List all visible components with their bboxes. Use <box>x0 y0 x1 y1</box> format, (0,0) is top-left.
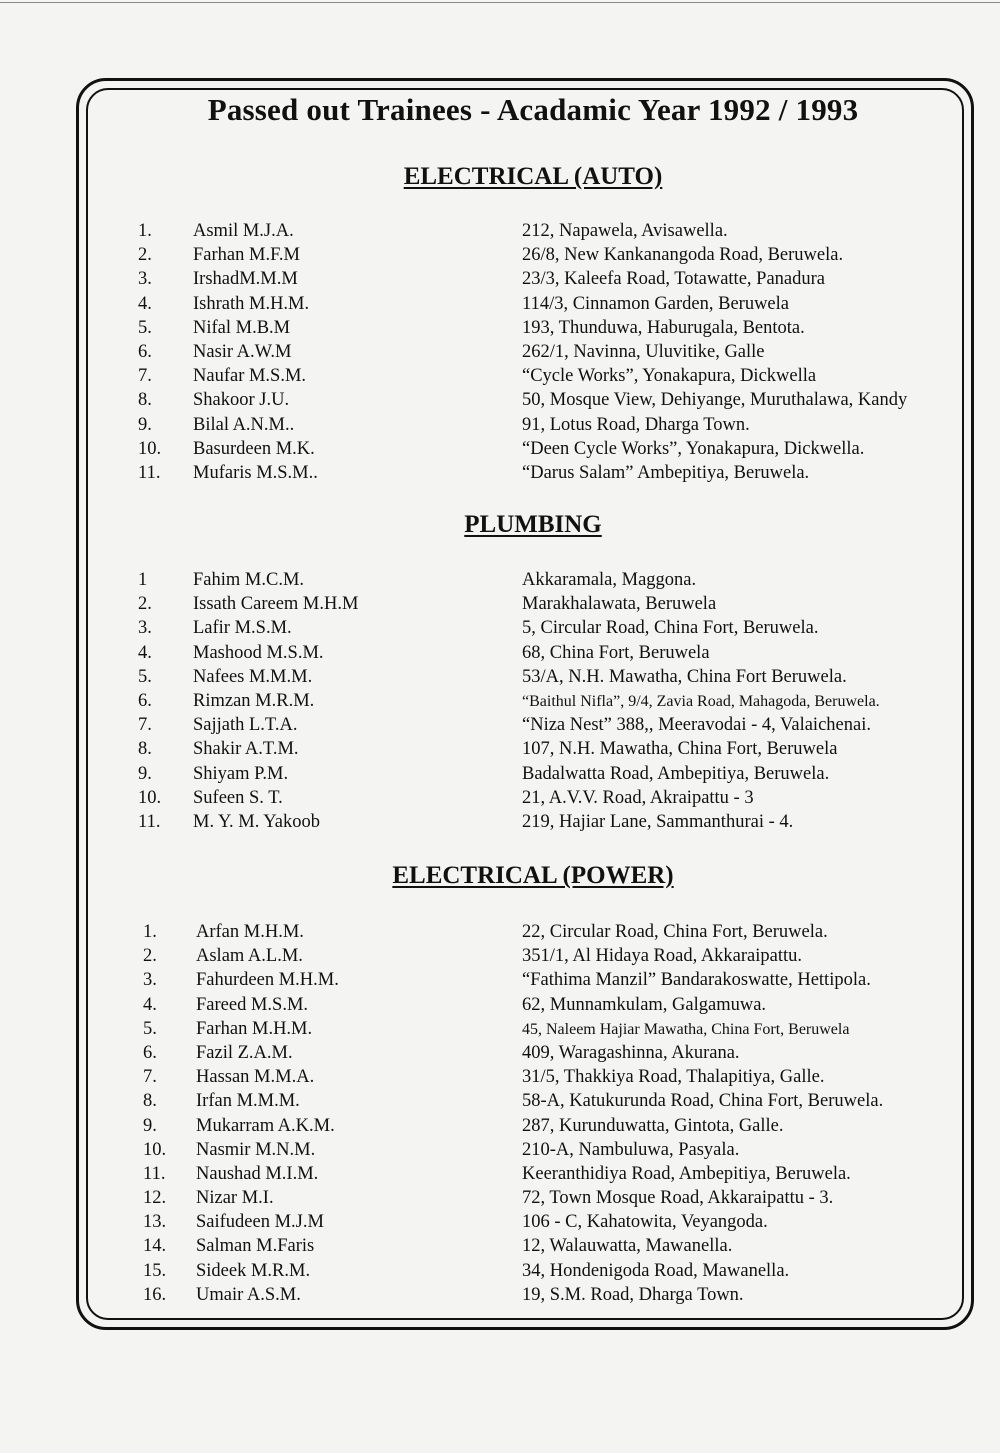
trainee-address: 193, Thunduwa, Haburugala, Bentota. <box>522 317 805 338</box>
trainee-name: Mashood M.S.M. <box>193 642 324 663</box>
section-heading-electrical-power: ELECTRICAL (POWER) <box>392 862 674 889</box>
trainee-address: “Darus Salam” Ambepitiya, Beruwela. <box>522 462 810 483</box>
trainee-row <box>0 318 1000 342</box>
trainee-row <box>0 463 1000 487</box>
trainee-row <box>0 294 1000 318</box>
trainee-name: Nafees M.M.M. <box>193 666 313 687</box>
trainee-address: Marakhalawata, Beruwela <box>522 594 717 615</box>
trainee-address: 107, N.H. Mawatha, China Fort, Beruwela <box>522 739 838 760</box>
trainee-name: Sajjath L.T.A. <box>193 715 298 736</box>
trainee-row <box>0 342 1000 366</box>
trainee-address: 21, A.V.V. Road, Akraipattu - 3 <box>522 787 754 808</box>
trainee-number: 7. <box>143 1067 157 1088</box>
trainee-address: 106 - C, Kahatowita, Veyangoda. <box>522 1212 768 1233</box>
trainee-number: 11. <box>143 1163 166 1184</box>
trainee-name: M. Y. M. Yakoob <box>193 811 320 832</box>
trainee-name: Salman M.Faris <box>196 1236 315 1257</box>
trainee-row <box>0 1067 1000 1091</box>
trainee-address: “Deen Cycle Works”, Yonakapura, Dickwella. <box>522 438 865 459</box>
trainee-number: 2. <box>143 946 157 967</box>
trainee-name: Sideek M.R.M. <box>196 1260 311 1281</box>
trainee-name: Saifudeen M.J.M <box>196 1212 324 1233</box>
trainee-number: 5. <box>138 666 152 687</box>
trainee-name: Mufaris M.S.M.. <box>193 462 318 483</box>
trainee-address: 287, Kurunduwatta, Gintota, Galle. <box>522 1115 784 1136</box>
trainee-number: 5. <box>143 1018 157 1039</box>
trainee-name: IrshadM.M.M <box>193 269 298 290</box>
trainee-number: 11. <box>138 811 161 832</box>
trainee-name: Asmil M.J.A. <box>193 221 294 241</box>
trainee-address: 114/3, Cinnamon Garden, Beruwela <box>522 293 789 314</box>
trainee-address: 26/8, New Kankanangoda Road, Beruwela. <box>522 245 844 266</box>
trainee-name: Irfan M.M.M. <box>196 1091 300 1112</box>
section-heading-plumbing: PLUMBING <box>464 511 602 538</box>
trainee-list-plumbing <box>0 570 1000 836</box>
trainee-name: Nizar M.I. <box>196 1188 274 1209</box>
trainee-row <box>0 1188 1000 1212</box>
trainee-name: Farhan M.H.M. <box>196 1018 313 1039</box>
trainee-row <box>0 1261 1000 1285</box>
trainee-address: 50, Mosque View, Dehiyange, Muruthalawa, Kandy <box>522 390 908 411</box>
trainee-address: 212, Napawela, Avisawella. <box>522 221 728 241</box>
trainee-address: 19, S.M. Road, Dharga Town. <box>522 1284 744 1305</box>
trainee-row <box>0 1140 1000 1164</box>
trainee-address: Badalwatta Road, Ambepitiya, Beruwela. <box>522 763 830 784</box>
trainee-number: 4. <box>138 293 152 314</box>
trainee-number: 10. <box>138 787 162 808</box>
trainee-row <box>0 415 1000 439</box>
trainee-address: “Fathima Manzil” Bandarakoswatte, Hettipola. <box>522 970 871 991</box>
trainee-row <box>0 922 1000 946</box>
trainee-name: Shakir A.T.M. <box>193 739 299 760</box>
trainee-number: 4. <box>138 642 152 663</box>
trainee-number: 8. <box>143 1091 157 1112</box>
trainee-row <box>0 1043 1000 1067</box>
trainee-row <box>0 764 1000 788</box>
trainee-number: 6. <box>143 1042 157 1063</box>
trainee-row <box>0 269 1000 293</box>
trainee-address: “Baithul Nifla”, 9/4, Zavia Road, Mahagoda, Beruwela. <box>522 692 880 710</box>
trainee-name: Lafir M.S.M. <box>193 618 292 639</box>
trainee-row <box>0 390 1000 414</box>
trainee-name: Fareed M.S.M. <box>196 994 309 1015</box>
trainee-name: Umair A.S.M. <box>196 1284 301 1305</box>
trainee-address: 72, Town Mosque Road, Akkaraipattu - 3. <box>522 1188 834 1209</box>
trainee-number: 11. <box>138 462 161 483</box>
trainee-number: 8. <box>138 739 152 760</box>
trainee-address: Akkaramala, Maggona. <box>522 570 697 590</box>
trainee-row <box>0 667 1000 691</box>
trainee-number: 1. <box>143 922 157 942</box>
trainee-row <box>0 715 1000 739</box>
trainee-number: 6. <box>138 690 152 711</box>
trainee-name: Naushad M.I.M. <box>196 1163 319 1184</box>
trainee-number: 7. <box>138 715 152 736</box>
trainee-number: 10. <box>143 1139 167 1160</box>
trainee-row <box>0 1212 1000 1236</box>
trainee-name: Aslam A.L.M. <box>196 946 303 967</box>
trainee-address: 5, Circular Road, China Fort, Beruwela. <box>522 618 819 639</box>
trainee-number: 10. <box>138 438 162 459</box>
section-heading-electrical-auto: ELECTRICAL (AUTO) <box>403 163 663 190</box>
trainee-name: Shiyam P.M. <box>193 763 289 784</box>
trainee-name: Nasmir M.N.M. <box>196 1139 316 1160</box>
trainee-name: Nasir A.W.M <box>193 341 292 362</box>
trainee-row <box>0 643 1000 667</box>
trainee-number: 9. <box>138 763 152 784</box>
trainee-number: 4. <box>143 994 157 1015</box>
trainee-address: 31/5, Thakkiya Road, Thalapitiya, Galle. <box>522 1067 825 1088</box>
trainee-row <box>0 570 1000 594</box>
trainee-number: 3. <box>143 970 157 991</box>
trainee-number: 2. <box>138 245 152 266</box>
trainee-row <box>0 1019 1000 1043</box>
document-title: Passed out Trainees - Acadamic Year 1992 / 1993 <box>207 92 859 127</box>
trainee-row <box>0 1091 1000 1115</box>
trainee-number: 14. <box>143 1236 167 1257</box>
trainee-address: 351/1, Al Hidaya Road, Akkaraipattu. <box>522 946 803 967</box>
trainee-address: 58-A, Katukurunda Road, China Fort, Beruwela. <box>522 1091 884 1112</box>
trainee-number: 16. <box>143 1284 167 1305</box>
trainee-number: 3. <box>138 269 152 290</box>
trainee-number: 13. <box>143 1212 167 1233</box>
trainee-row <box>0 812 1000 836</box>
trainee-list-electrical-power <box>0 922 1000 1309</box>
trainee-number: 3. <box>138 618 152 639</box>
trainee-name: Nifal M.B.M <box>193 317 291 338</box>
trainee-address: 22, Circular Road, China Fort, Beruwela. <box>522 922 828 942</box>
trainee-name: Mukarram A.K.M. <box>196 1115 335 1136</box>
trainee-row <box>0 594 1000 618</box>
trainee-number: 9. <box>138 414 152 435</box>
trainee-name: Basurdeen M.K. <box>193 438 315 459</box>
trainee-number: 1. <box>138 221 152 241</box>
trainee-name: Sufeen S. T. <box>193 787 283 808</box>
trainee-row <box>0 618 1000 642</box>
trainee-name: Fahurdeen M.H.M. <box>196 970 339 991</box>
trainee-address: 219, Hajiar Lane, Sammanthurai - 4. <box>522 811 794 832</box>
trainee-number: 1 <box>138 570 148 590</box>
trainee-address: 68, China Fort, Beruwela <box>522 642 710 663</box>
trainee-address: 12, Walauwatta, Mawanella. <box>522 1236 733 1257</box>
trainee-name: Fahim M.C.M. <box>193 570 305 590</box>
trainee-address: 23/3, Kaleefa Road, Totawatte, Panadura <box>522 269 825 290</box>
trainee-row <box>0 691 1000 715</box>
trainee-address: Keeranthidiya Road, Ambepitiya, Beruwela. <box>522 1163 851 1184</box>
trainee-row <box>0 739 1000 763</box>
trainee-row <box>0 1164 1000 1188</box>
trainee-name: Issath Careem M.H.M <box>193 594 359 615</box>
trainee-number: 15. <box>143 1260 167 1281</box>
trainee-number: 5. <box>138 317 152 338</box>
trainee-name: Naufar M.S.M. <box>193 366 307 387</box>
trainee-row <box>0 1236 1000 1260</box>
trainee-address: “Cycle Works”, Yonakapura, Dickwella <box>522 366 817 387</box>
trainee-row <box>0 995 1000 1019</box>
trainee-row <box>0 439 1000 463</box>
trainee-number: 2. <box>138 594 152 615</box>
trainee-address: 91, Lotus Road, Dharga Town. <box>522 414 750 435</box>
trainee-name: Fazil Z.A.M. <box>196 1042 293 1063</box>
trainee-row <box>0 366 1000 390</box>
trainee-list-electrical-auto <box>0 221 1000 487</box>
trainee-number: 9. <box>143 1115 157 1136</box>
trainee-number: 12. <box>143 1188 167 1209</box>
trainee-number: 6. <box>138 341 152 362</box>
trainee-row <box>0 221 1000 245</box>
trainee-address: 45, Naleem Hajiar Mawatha, China Fort, Beruwela <box>522 1020 850 1038</box>
trainee-row <box>0 1116 1000 1140</box>
trainee-name: Hassan M.M.A. <box>196 1067 315 1088</box>
trainee-address: 210-A, Nambuluwa, Pasyala. <box>522 1139 740 1160</box>
trainee-row <box>0 245 1000 269</box>
trainee-name: Ishrath M.H.M. <box>193 293 310 314</box>
trainee-address: 62, Munnamkulam, Galgamuwa. <box>522 994 767 1015</box>
trainee-address: 34, Hondenigoda Road, Mawanella. <box>522 1260 790 1281</box>
trainee-address: 53/A, N.H. Mawatha, China Fort Beruwela. <box>522 666 847 687</box>
page-edge-line <box>0 2 1000 3</box>
trainee-number: 8. <box>138 390 152 411</box>
trainee-name: Arfan M.H.M. <box>196 922 304 942</box>
trainee-address: 409, Waragashinna, Akurana. <box>522 1042 740 1063</box>
trainee-row <box>0 970 1000 994</box>
trainee-address: 262/1, Navinna, Uluvitike, Galle <box>522 341 765 362</box>
trainee-row <box>0 788 1000 812</box>
trainee-number: 7. <box>138 366 152 387</box>
trainee-address: “Niza Nest” 388,, Meeravodai - 4, Valaichenai. <box>522 715 871 736</box>
trainee-name: Farhan M.F.M <box>193 245 300 266</box>
trainee-name: Shakoor J.U. <box>193 390 290 411</box>
trainee-name: Rimzan M.R.M. <box>193 690 315 711</box>
trainee-name: Bilal A.N.M.. <box>193 414 295 435</box>
trainee-row <box>0 946 1000 970</box>
trainee-row <box>0 1285 1000 1309</box>
